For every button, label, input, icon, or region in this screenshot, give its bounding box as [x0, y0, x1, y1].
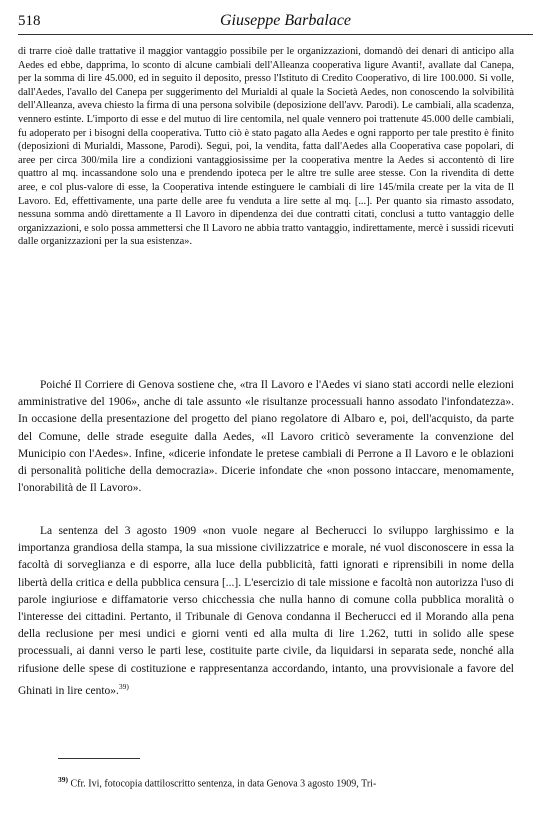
page-number: 518	[18, 13, 41, 29]
block-quote	[18, 45, 514, 249]
footnote-reference[interactable]: 39)	[118, 681, 129, 691]
running-head: Giuseppe Barbalace	[219, 12, 352, 29]
paragraph-2-text: La sentenza del 3 agosto 1909 «non vuole negare al Becherucci lo sviluppo larghissimo e la importanza grandiosa della stampa, la sua missione civilizzatrice e morale, né vuol disconoscere in essa la facoltà di sorveglianza e di esporre, alla luce della pubblicità, fatti ignorati e riprensibili in nome della libertà della critica e della pubblica censura [...]. L'esercizio di tale missione e facoltà non autorizza l'uso di parole ingiuriose e diffamatorie verso chicchessia che nulla hanno di comune colla pubblica moralità o l'interesse dei cittadini. Pertanto, il Tribunale di Genova condanna il Becherucci ed il Morando alla pena della reclusione per mesi undici e giorni venti ed alla multa di lire 1.262, tutti in solido alle spese processuali, ai danni verso le parti lese, costituite parte civile, da liquidarsi in separata sede, nonché alla rifusione delle spese di costituzione e rappresentanza accordando, intanto, una provvisionale a favore del Ghinati in lire cento».	[18, 525, 514, 697]
footnote-mark: 39)	[58, 775, 68, 784]
footnote-rule	[58, 758, 140, 759]
quote-text: di trarre cioè dalle trattative il maggior vantaggio possibile per le organizzazioni, domandò dei denari di anticipo alla Aedes ed ebbe, dapprima, lo sconto di alcune cambiali dell'Alleanza cooperativa ligure Avanti!, avallate dal Canepa, per la somma di lire 45.000, ed in seguito il deposito, presso l'Istituto di Credito Cooperativo, di lire 100.000. Si volle, dall'Aedes, l'avallo del Canepa per suggerimento del Murialdi al quale la Società Aedes, non conoscendo la solvibilità dell'Alleanza, aveva chiesto la firma di una persona solvibile (deposizione dell'avv. Parodi). Le cambiali, alla scadenza, vennero estinte. L'importo di esse e del mutuo di lire centomila, nel quale vennero poi trattenute 45.000 delle cambiali, fu adoperato per i bisogni della cooperativa. Tutto ciò è stato pagato alla Aedes e ogni rapporto per tale prestito è finito (deposizioni di Murialdi, Massone, Parodi). Seguì, poi, la vendita, fatta dall'Aedes alla Cooperativa case popolari, di aree per circa 300/mila lire a condizioni vantaggiosissime per la cooperativa mentre la Aedes si accontentò di lire quattro al mq. incassandone solo una e prendendo ipoteca per le altre tre sulle aree stesse. Con la rivendita di dette aree, e col plus-valore di esse, la Cooperativa intende estinguere le cambiali di lire 145/mila create per la vita de Il Lavoro. Ed, effettivamente, una parte delle aree fu venduta a lire sette al mq. [...]. Per quanto sia rimasto assodato, nessuna somma andò direttamente a Il Lavoro in dipendenza dei due contratti citati, conclusi a tutto vantaggio delle organizzazioni, e solo possa ammettersi che Il Lavoro ne abbia tratto vantaggio, indirettamente, mercè i sussidi ricevuti dalle organizzazioni per la sua esistenza».	[18, 46, 514, 248]
footnote-text: Cfr. Ivi, fotocopia dattiloscritto sentenza, in data Genova 3 agosto 1909, Tri-	[70, 778, 377, 790]
footnote	[58, 773, 514, 790]
paragraph-2	[18, 523, 514, 700]
paragraph-1	[18, 377, 514, 497]
header-rule	[18, 34, 533, 35]
paragraph-2-content	[18, 523, 514, 700]
paragraph-1-text: Poiché Il Corriere di Genova sostiene che, «tra Il Lavoro e l'Aedes vi siano stati accordi nelle elezioni amministrative del 1906», anche di tale assunto «le risultanze processuali hanno assodato l'infondatezza». In occasione della presentazione del progetto del piano regolatore di Albaro e, poi, dell'acquisto, da parte del Comune, delle strade eseguite dalla Aedes, «Il Lavoro criticò severamente la convenzione del Municipio con l'Aedes». Infine, «dicerie infondate le pretese cambiali di Perrone a Il Lavoro e le oblazioni di personalità politiche della democrazia». Dicerie infondate che «non possono intaccare, menomamente, l'onorabilità de Il Lavoro».	[18, 379, 514, 495]
page-header	[18, 10, 533, 36]
